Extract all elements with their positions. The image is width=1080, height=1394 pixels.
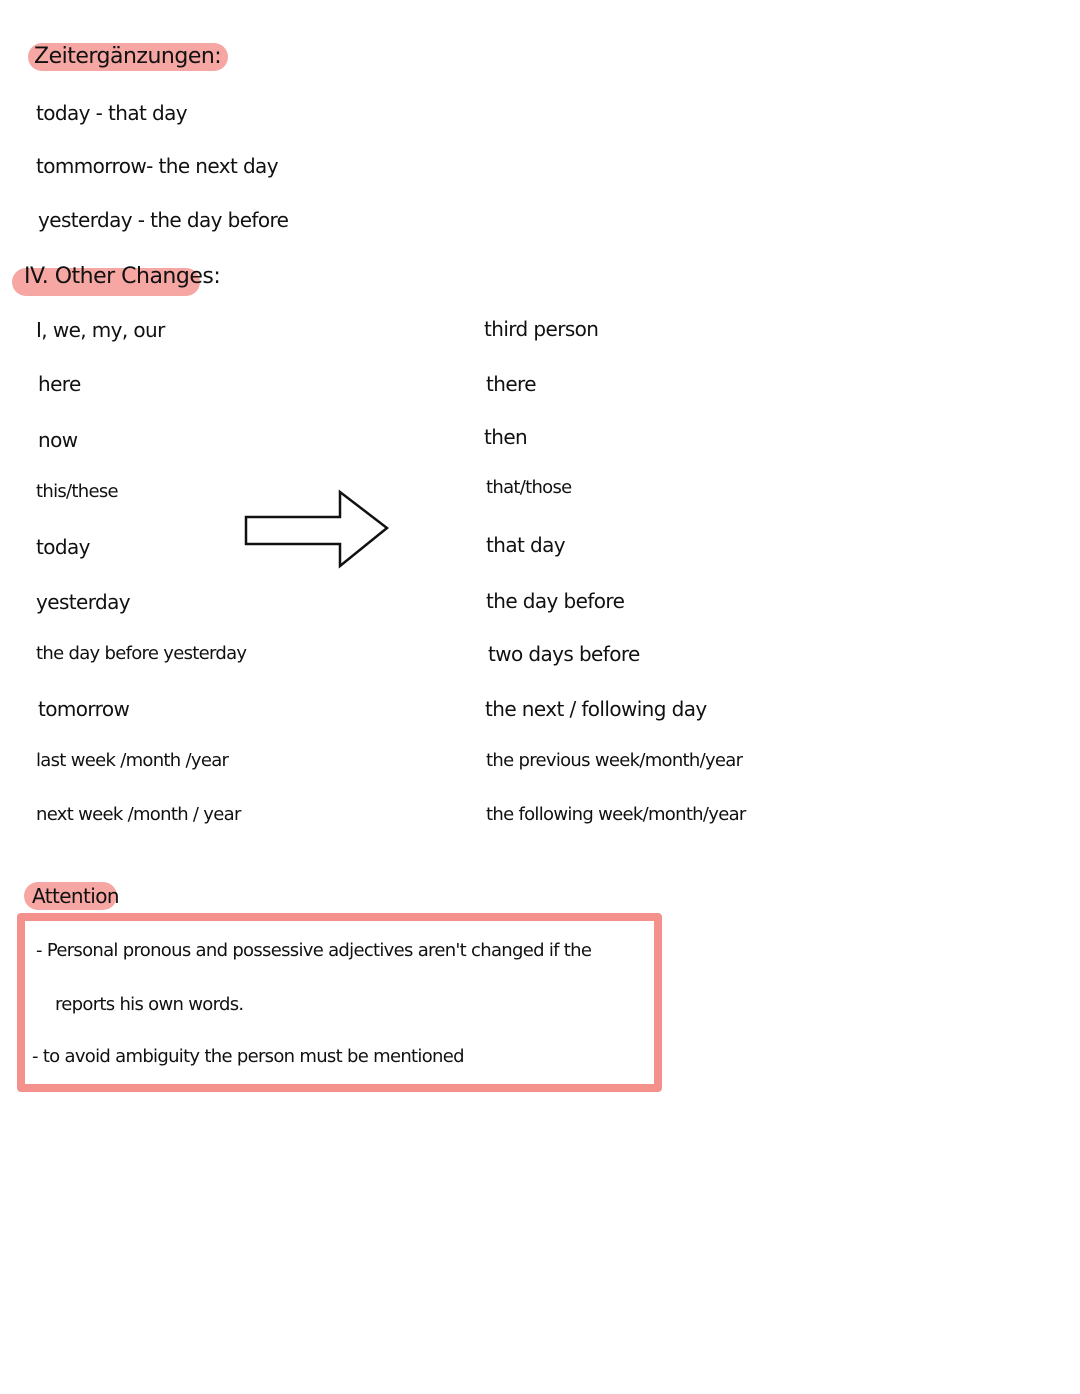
- change-to: two days before: [488, 642, 640, 666]
- time-item: today - that day: [36, 101, 187, 125]
- change-from: tomorrow: [38, 697, 130, 721]
- change-to: third person: [484, 317, 599, 341]
- change-from: the day before yesterday: [36, 643, 247, 664]
- change-from: last week /month /year: [36, 750, 229, 771]
- change-from: here: [38, 372, 81, 396]
- change-from: this/these: [36, 481, 118, 502]
- change-to: the day before: [486, 589, 625, 613]
- attention-line: - Personal pronous and possessive adjectives aren't changed if the: [36, 940, 592, 961]
- time-item: tommorrow- the next day: [36, 154, 278, 178]
- change-from: I, we, my, our: [36, 318, 165, 342]
- section-heading-time: Zeitergänzungen:: [34, 44, 222, 69]
- section-heading-other: IV. Other Changes:: [24, 264, 221, 289]
- change-to: the next / following day: [485, 697, 707, 721]
- right-arrow-icon: [240, 486, 392, 572]
- change-from: next week /month / year: [36, 804, 241, 825]
- change-to: the previous week/month/year: [486, 750, 743, 771]
- time-item: yesterday - the day before: [38, 208, 289, 232]
- change-to: there: [486, 372, 536, 396]
- attention-line: - to avoid ambiguity the person must be mentioned: [32, 1046, 464, 1067]
- change-from: yesterday: [36, 590, 130, 614]
- change-to: the following week/month/year: [486, 804, 746, 825]
- change-to: then: [484, 425, 528, 449]
- change-to: that day: [486, 533, 565, 557]
- change-from: today: [36, 535, 90, 559]
- attention-label: Attention: [32, 884, 119, 908]
- attention-line: reports his own words.: [55, 994, 244, 1015]
- change-to: that/those: [486, 477, 572, 498]
- change-from: now: [38, 428, 78, 452]
